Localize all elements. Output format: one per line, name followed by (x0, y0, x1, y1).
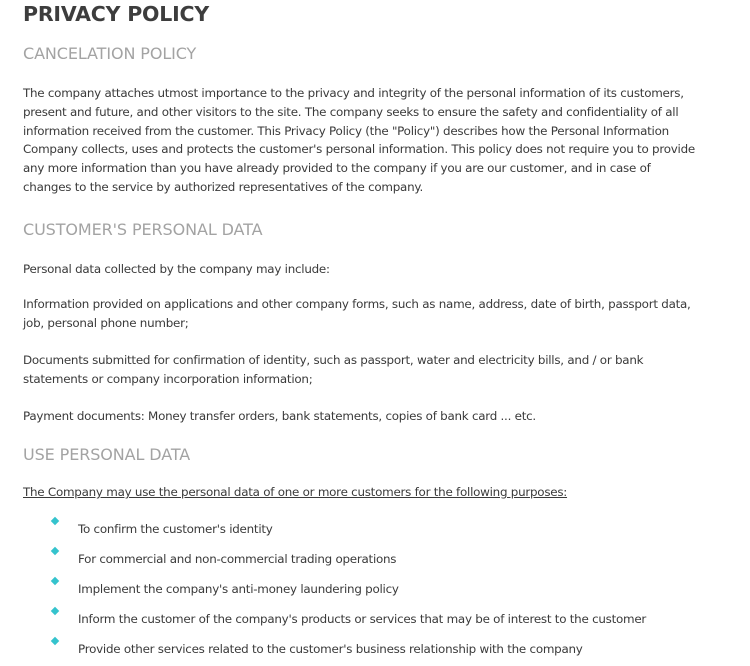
paragraph-line: Information provided on applications and other company forms, such as name, address, date of birth, passport data, (23, 297, 691, 311)
personal-data-item-documents (23, 351, 723, 389)
paragraph-line: any more information than you have already provided to the company if you are our customer, and in case of (23, 161, 651, 176)
section-heading-customers-personal-data: CUSTOMER'S PERSONAL DATA (23, 220, 263, 239)
paragraph-line: Company collects, uses and protects the customer's personal information. This policy does not require you to provide (23, 142, 695, 157)
paragraph-line: information received from the customer. This Privacy Policy (the "Policy") describes how the Personal Information (23, 123, 669, 138)
paragraph-line: job, personal phone number; (23, 315, 189, 330)
section-heading-cancelation-policy: CANCELATION POLICY (23, 44, 197, 63)
cancelation-policy-paragraph (23, 84, 723, 197)
diamond-bullet-icon (51, 577, 59, 585)
paragraph-line: changes to the service by authorized representatives of the company. (23, 179, 423, 194)
paragraph-line: statements or company incorporation information; (23, 371, 313, 386)
paragraph-line: Payment documents: Money transfer orders, bank statements, copies of bank card ... etc. (23, 409, 536, 423)
use-personal-data-intro (23, 483, 723, 502)
section-heading-use-personal-data: USE PERSONAL DATA (23, 445, 191, 464)
paragraph-line: Personal data collected by the company may include: (23, 262, 330, 276)
diamond-bullet-icon (51, 517, 59, 525)
list-item-text: For commercial and non-commercial trading operations (78, 552, 397, 566)
personal-data-item-payment (23, 407, 723, 426)
diamond-bullet-icon (51, 637, 59, 645)
diamond-bullet-icon (51, 607, 59, 615)
list-item-text: Provide other services related to the customer's business relationship with the company (78, 642, 583, 656)
personal-data-intro (23, 260, 723, 279)
paragraph-line: present and future, and other visitors to the site. The company seeks to ensure the safety and confidentiality of all (23, 104, 679, 119)
list-item-text: To confirm the customer's identity (78, 522, 273, 536)
paragraph-line: The company attaches utmost importance to the privacy and integrity of the personal information of its customers, (23, 86, 684, 100)
personal-data-item-information (23, 295, 723, 333)
list-item-text: Inform the customer of the company's products or services that may be of interest to the customer (78, 612, 647, 626)
paragraph-line: The Company may use the personal data of one or more customers for the following purposes: (23, 485, 568, 499)
diamond-bullet-icon (51, 547, 59, 555)
list-item-text: Implement the company's anti-money laundering policy (78, 582, 399, 596)
paragraph-line: Documents submitted for confirmation of identity, such as passport, water and electricity bills, and / or bank (23, 353, 644, 367)
page-title: PRIVACY POLICY (23, 2, 210, 26)
